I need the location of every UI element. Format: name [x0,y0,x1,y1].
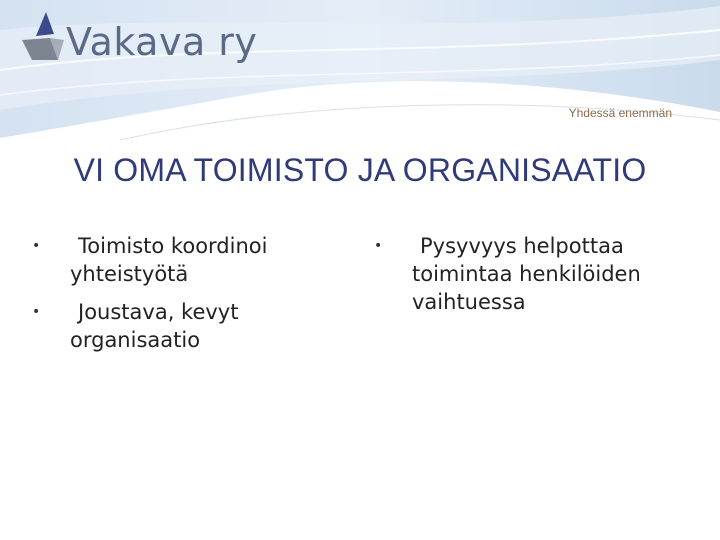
list-item [28,298,328,354]
bullet-icon: • [32,304,41,320]
list-item-text: Toimisto koordinoi yhteistyötä [70,234,268,286]
list-item-text: Pysyvyys helpottaa toimintaa henkilöiden vaihtuessa [412,234,641,314]
bullet-icon: • [32,238,41,254]
left-column [28,232,328,364]
tagline: Yhdessä enemmän [568,106,672,120]
bullet-icon: • [374,238,383,254]
logo-text: Vakava ry [66,20,258,64]
list-item-text: Joustava, kevyt organisaatio [70,300,239,352]
right-column [370,232,690,326]
list-item [370,232,690,316]
list-item [28,232,328,288]
slide-title: VI OMA TOIMISTO JA ORGANISAATIO [73,152,647,188]
